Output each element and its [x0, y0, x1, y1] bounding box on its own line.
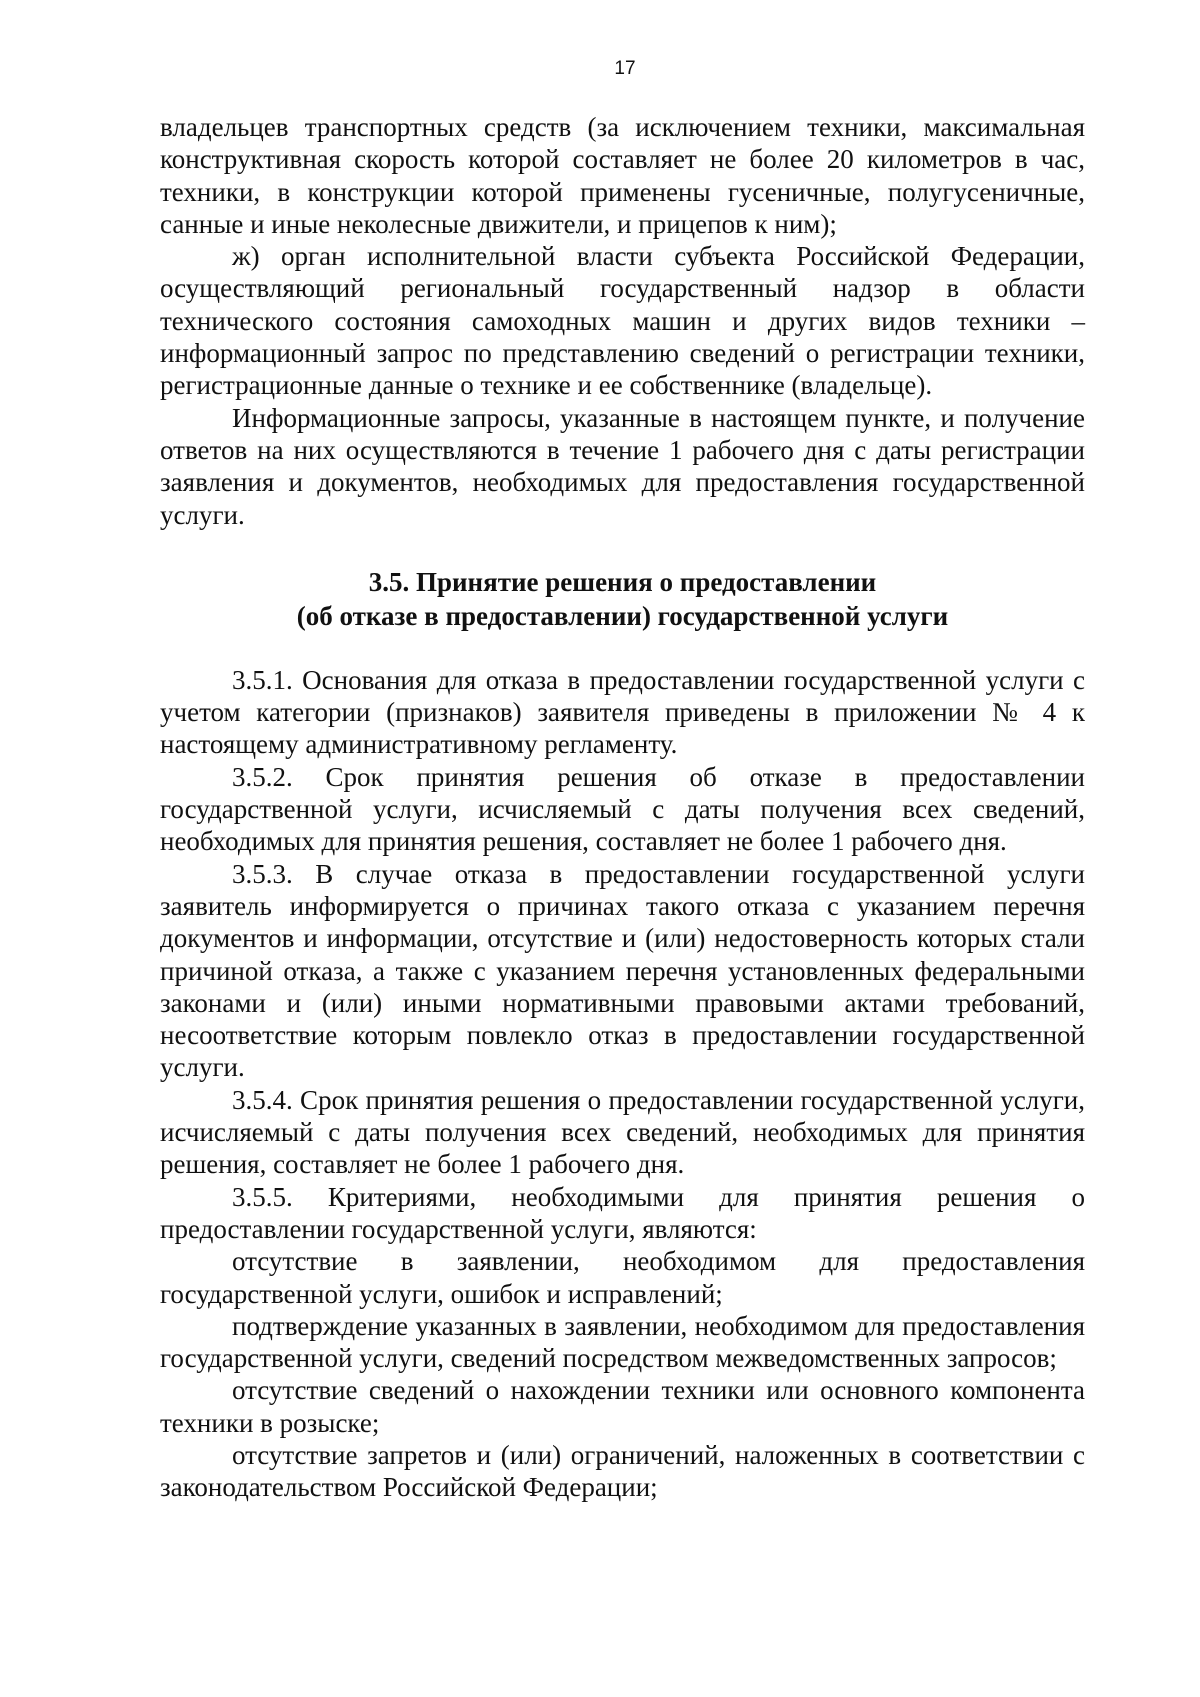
section-heading-line-1: 3.5. Принятие решения о предоставлении — [368, 566, 877, 597]
paragraph-3-5-2: 3.5.2. Срок принятия решения об отказе в предоставлении государственной услуги, исчисляемый с даты получения всех сведений, необходимых для принятия решения, составляет не более 1 рабочего дня. — [160, 761, 1085, 857]
document-body — [160, 111, 1085, 1504]
paragraph-3-5-3: 3.5.3. В случае отказа в предоставлении государственной услуги заявитель информируется о причинах такого отказа с указанием перечня документов и информации, отсутствие и (или) недостоверность которых стали причиной отказа, а также с указанием перечня установленных федеральными законами и (или) иными нормативными правовыми актами требований, несоответствие которым повлекло отказ в предоставлении государственной услуги. — [160, 858, 1085, 1083]
paragraph-item-zh: ж) орган исполнительной власти субъекта Российской Федерации, осуществляющий региональный государственный надзор в области технического состояния самоходных машин и других видов техники – информационный запрос по представлению сведений о регистрации техники, регистрационные данные о технике и ее собственнике (владельце). — [160, 241, 1085, 401]
paragraph-3-5-5: 3.5.5. Критериями, необходимыми для принятия решения о предоставлении государственной услуги, являются: — [160, 1181, 1085, 1244]
paragraph-owners-continuation: владельцев транспортных средств (за исключением техники, максимальная конструктивная скорость которой составляет не более 20 километров в час, техники, в конструкции которой применены гусеничные, полугусеничные, санные и иные неколесные движители, и прицепов к ним); — [160, 112, 1085, 239]
section-heading-line-2: (об отказе в предоставлении) государственной услуги — [296, 600, 949, 631]
criterion-no-errors: отсутствие в заявлении, необходимом для предоставления государственной услуги, ошибок и исправлений; — [160, 1246, 1085, 1309]
paragraph-3-5-4: 3.5.4. Срок принятия решения о предоставлении государственной услуги, исчисляемый с даты получения всех сведений, необходимых для принятия решения, составляет не более 1 рабочего дня. — [160, 1084, 1085, 1180]
criterion-not-wanted: отсутствие сведений о нахождении техники или основного компонента техники в розыске; — [160, 1375, 1085, 1438]
section-heading — [160, 565, 1085, 633]
criterion-no-restrictions: отсутствие запретов и (или) ограничений, наложенных в соответствии с законодательством Российской Федерации; — [160, 1439, 1085, 1503]
page-number: 17 — [614, 58, 636, 79]
paragraph-3-5-1: 3.5.1. Основания для отказа в предоставлении государственной услуги с учетом категории (признаков) заявителя приведены в приложении № 4 к настоящему административному регламенту. — [160, 664, 1085, 760]
criterion-confirmation: подтверждение указанных в заявлении, необходимом для предоставления государственной услуги, сведений посредством межведомственных запросов; — [160, 1310, 1085, 1374]
paragraph-info-requests: Информационные запросы, указанные в настоящем пункте, и получение ответов на них осуществляются в течение 1 рабочего дня с даты регистрации заявления и документов, необходимых для предоставления государственной услуги. — [160, 402, 1085, 530]
